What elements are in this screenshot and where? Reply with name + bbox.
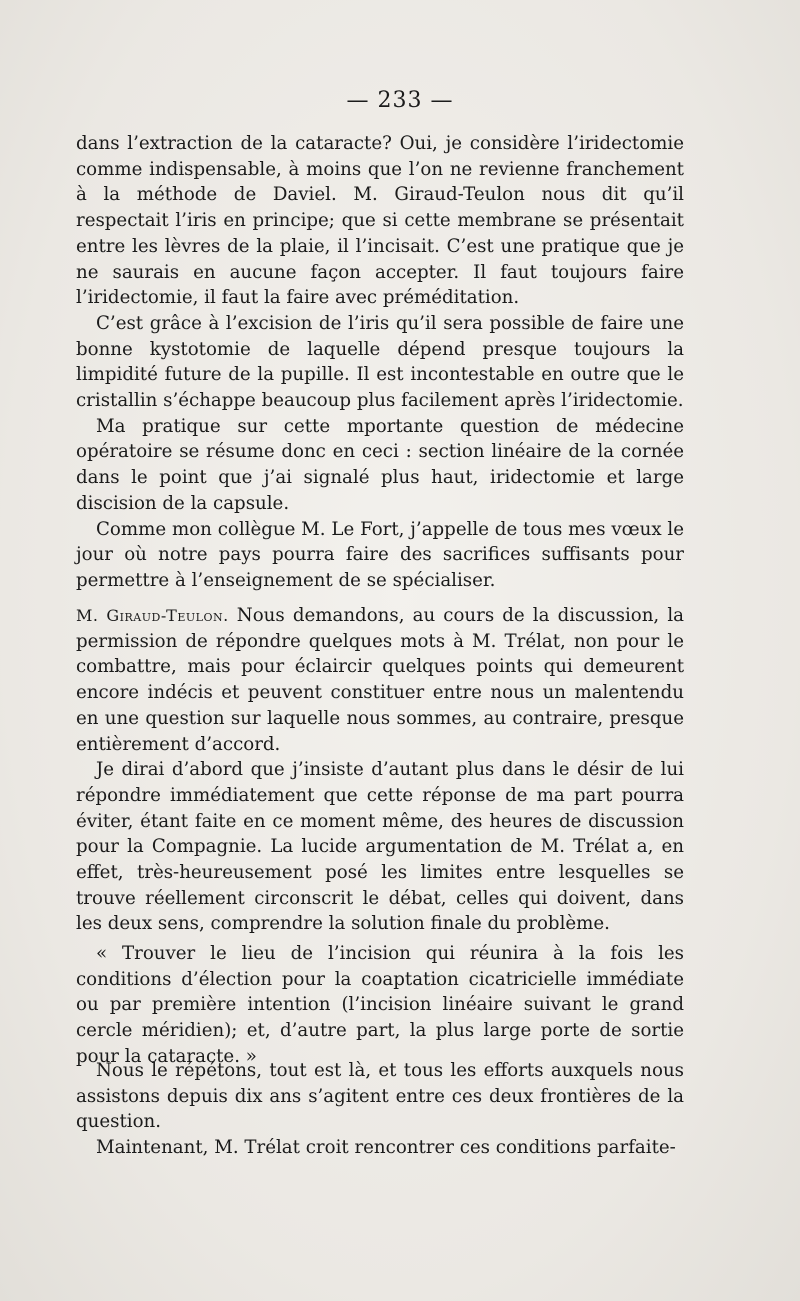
speaker-text: Nous demandons, au cours de la discussion, la permission de répondre quelques mots à M. Trélat, non pour le combattre, mais pour éclaircir quelques points qui demeurent encore indécis et peuvent constituer entre nous un malentendu en une question sur laquelle nous sommes, au contraire, presque entièrement d’accord. [76,605,684,755]
text-section-iridectomie [76,131,684,594]
speaker-paragraph [76,603,684,757]
text-section-giraud-teulon [76,603,684,937]
paragraph: dans l’extraction de la cataracte? Oui, je considère l’iridectomie comme indispensable, à moins que l’on ne revienne franchement à la méthode de Daviel. M. Giraud-Teulon nous dit qu’il respectait l’iris en principe; que si cette membrane se présentait entre les lèvres de la plaie, il l’incisait. C’est une pratique que je ne saurais en aucune façon accepter. Il faut toujours faire l’iridectomie, il faut la faire avec préméditation. [76,133,684,309]
paragraph: Comme mon collègue M. Le Fort, j’appelle de tous mes vœux le jour où notre pays pourra faire des sacrifices suffisants pour permettre à l’enseignement de se spécialiser. [76,518,684,591]
paragraph: Nous le répétons, tout est là, et tous les efforts auxquels nous assistons depuis dix ans s’agitent entre ces deux frontières de la question. [76,1060,684,1133]
paragraph: Maintenant, M. Trélat croit rencontrer ces conditions parfaite- [96,1137,676,1159]
text-section-conclusion [76,1058,684,1161]
quotation [76,941,684,1070]
speaker-name: M. Giraud-Teulon. [76,606,229,625]
paragraph: C’est grâce à l’excision de l’iris qu’il sera possible de faire une bonne kystotomie de laquelle dépend presque toujours la limpidité future de la pupille. Il est incontestable en outre que le cristallin s’échappe beaucoup plus facilement après l’iridectomie. [76,312,684,412]
paragraph: Je dirai d’abord que j’insiste d’autant plus dans le désir de lui répondre immédiatement que cette réponse de ma part pourra éviter, étant faite en ce moment même, des heures de discussion pour la Compagnie. La lucide argumentation de M. Trélat a, en effet, très-heureusement posé les limites entre lesquelles se trouve réellement circonscrit le débat, celles qui doivent, dans les deux sens, comprendre la solution finale du problème. [76,759,684,935]
quote-paragraph: « Trouver le lieu de l’incision qui réunira à la fois les conditions d’élection pour la coaptation cicatricielle immédiate ou par première intention (l’incision linéaire suivant le grand cercle méridien); et, d’autre part, la plus large porte de sortie pour la cataracte. » [76,943,684,1067]
paragraph: Ma pratique sur cette mportante question de médecine opératoire se résume donc en ceci : section linéaire de la cornée dans le point que j’ai signalé plus haut, iridectomie et large discision de la capsule. [76,415,684,514]
page-number: — 233 — [346,88,454,113]
